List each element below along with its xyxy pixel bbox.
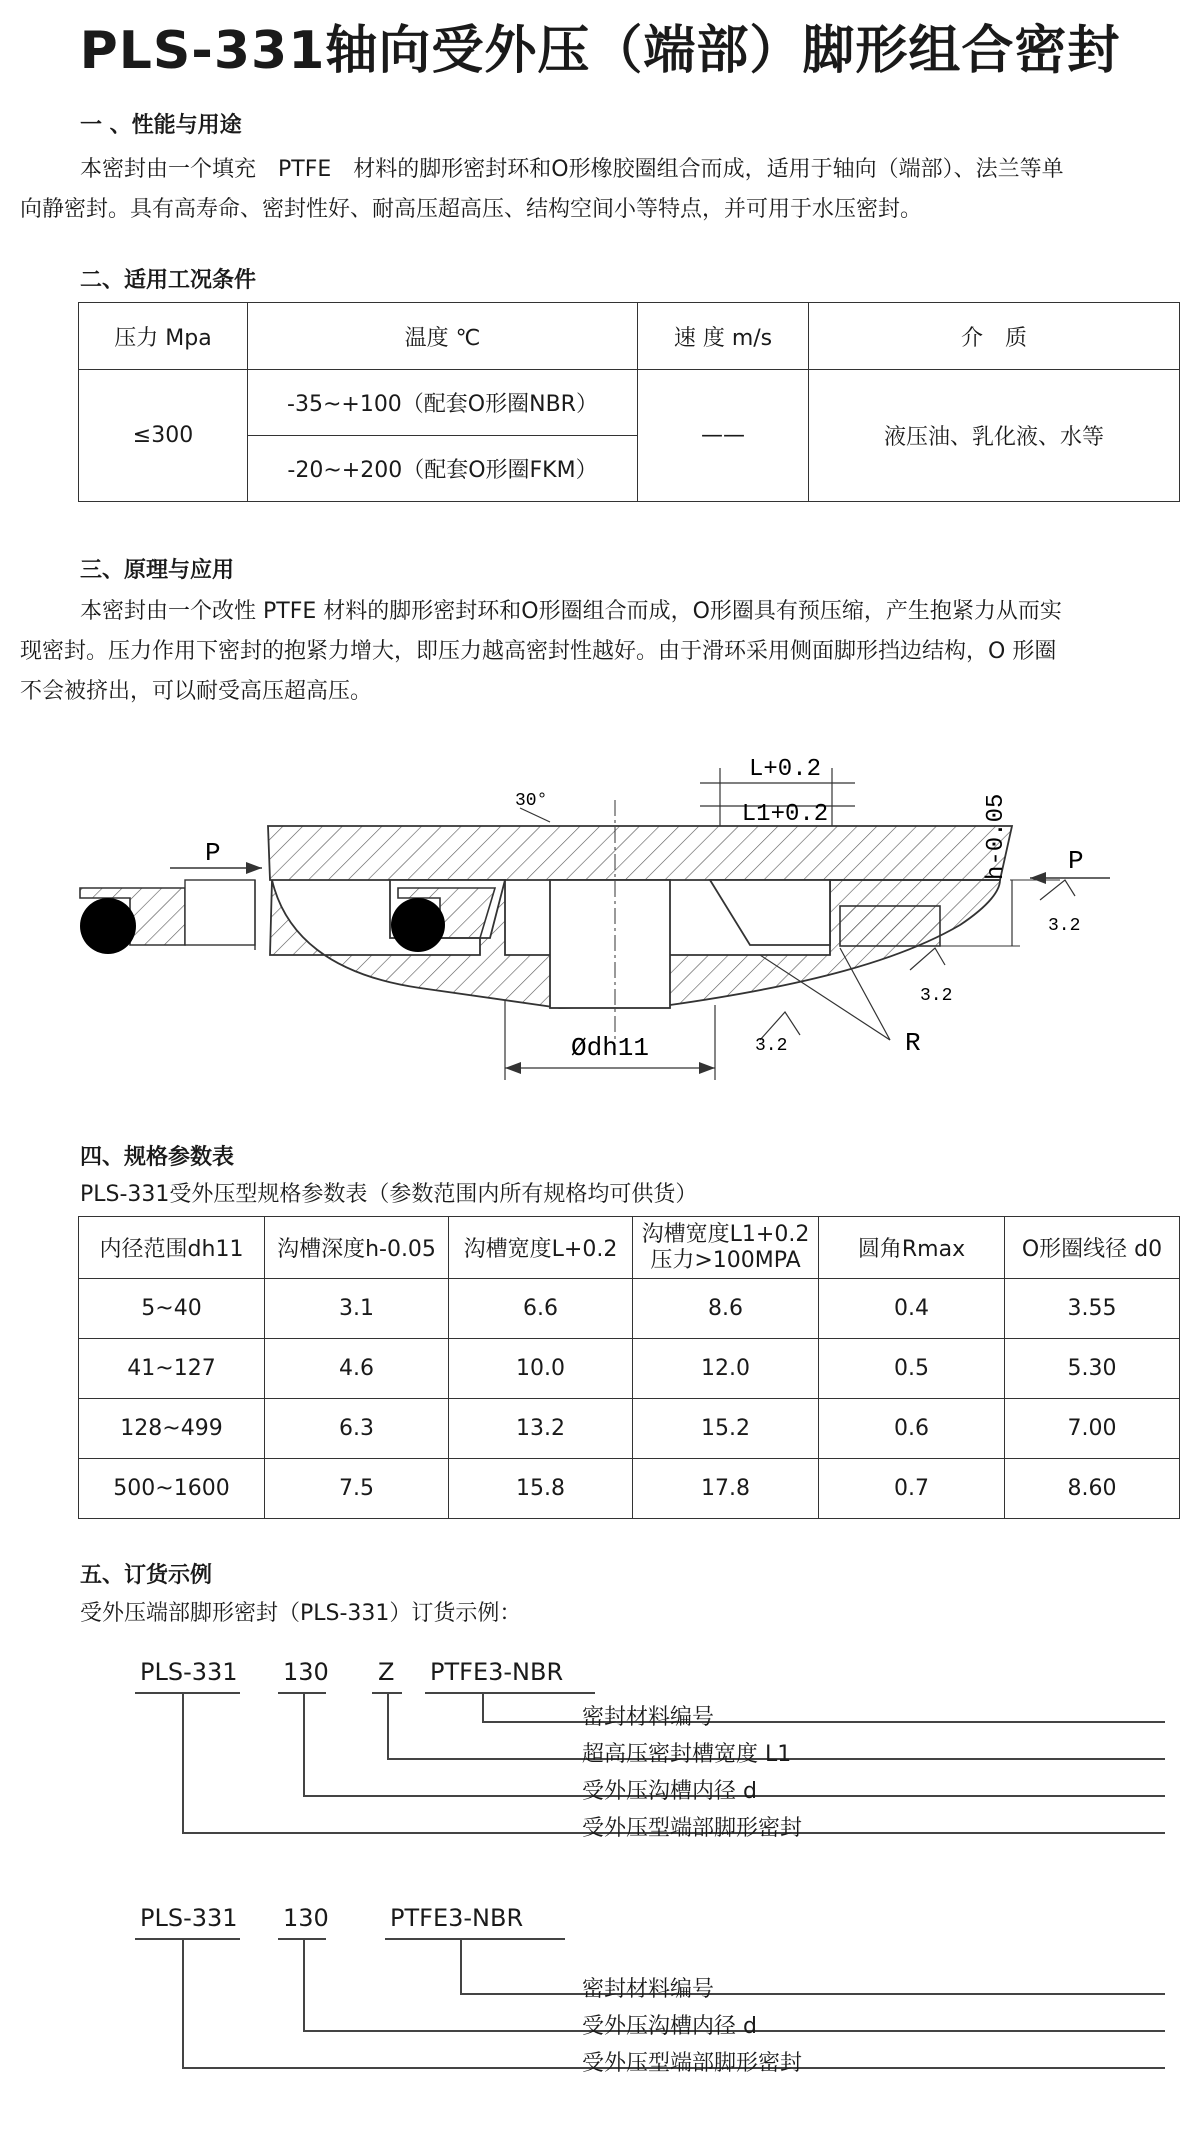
order-code-material: PTFE3-NBR <box>430 1658 564 1686</box>
order-code-material: PTFE3-NBR <box>390 1904 524 1932</box>
spec-header-2: 沟槽深度h-0.05 <box>265 1217 449 1279</box>
seal-cross-section-drawing <box>0 740 1200 1100</box>
spec-header-3: 沟槽宽度L+0.2 <box>449 1217 633 1279</box>
header-pressure: 压力 Mpa <box>79 303 248 370</box>
section-3-line-2: 现密封。压力作用下密封的抱紧力增大，即压力越高密封性越好。由于滑环采用侧面脚形挡边结构，O 形圈 <box>20 639 1057 664</box>
header-temperature: 温度 ℃ <box>248 303 638 370</box>
order-label-diameter: 受外压沟槽内径 d <box>582 2014 757 2039</box>
spec-header-1: 内径范围dh11 <box>79 1217 265 1279</box>
section-3-line-3: 不会被挤出，可以耐受高压超高压。 <box>20 679 373 704</box>
section-4-heading: 四、规格参数表 <box>80 1145 235 1170</box>
groove-right <box>710 880 830 945</box>
order-label-type: 受外压型端部脚形密封 <box>582 2051 803 2076</box>
spec-table-subtitle: PLS-331受外压型规格参数表（参数范围内所有规格均可供货） <box>80 1182 698 1207</box>
order-label-material: 密封材料编号 <box>582 1977 715 2002</box>
table-row: 500~1600 7.5 15.8 17.8 0.7 8.60 <box>79 1459 1180 1519</box>
temperature-fkm: -20~+200（配套O形圈FKM） <box>248 436 638 502</box>
table-row: 128~499 6.3 13.2 15.2 0.6 7.00 <box>79 1399 1180 1459</box>
section-3-line-1: 本密封由一个改性 PTFE 材料的脚形密封环和O形圈组合而成，O形圈具有预压缩，产生抱紧力从而实 <box>80 599 1062 624</box>
order-code-diameter: 130 <box>283 1904 329 1932</box>
section-2-heading: 二、适用工况条件 <box>80 268 257 293</box>
spec-header-6: O形圈线径 d0 <box>1005 1217 1180 1279</box>
order-code-series: PLS-331 <box>140 1658 238 1686</box>
table-row: 5~40 3.1 6.6 8.6 0.4 3.55 <box>79 1279 1180 1339</box>
section-1-heading: 一 、性能与用途 <box>80 113 242 138</box>
pressure-arrow-left-label: P <box>205 838 221 868</box>
seal-ring-right <box>840 906 940 946</box>
roughness-2: 3.2 <box>920 986 953 1006</box>
section-5-heading: 五、订货示例 <box>80 1563 213 1588</box>
spec-header-4: 沟槽宽度L1+0.2 压力>100MPA <box>633 1217 819 1279</box>
dim-h: h-0.05 <box>983 793 1010 880</box>
medium-value: 液压油、乳化液、水等 <box>809 370 1180 502</box>
page-title: PLS-331轴向受外压（端部）脚形组合密封 <box>79 21 1121 81</box>
radius-label: R <box>905 1028 921 1058</box>
section-1-line-1: 本密封由一个填充 PTFE 材料的脚形密封环和O形橡胶圈组合而成，适用于轴向（端部）、法兰等单 <box>80 157 1064 182</box>
pressure-arrow-right-label: P <box>1068 846 1084 876</box>
left-housing-stub <box>185 880 255 945</box>
roughness-1: 3.2 <box>1048 916 1081 936</box>
order-code-z: Z <box>378 1658 395 1686</box>
order-example-subtitle: 受外压端部脚形密封（PLS-331）订货示例： <box>80 1601 522 1626</box>
o-ring-middle <box>391 898 445 952</box>
header-speed: 速 度 m/s <box>638 303 809 370</box>
spec-table <box>78 1216 1180 1519</box>
speed-value: —— <box>638 370 809 502</box>
order-code-diameter: 130 <box>283 1658 329 1686</box>
pressure-value: ≤300 <box>79 370 248 502</box>
temperature-nbr: -35~+100（配套O形圈NBR） <box>248 370 638 436</box>
section-3-heading: 三、原理与应用 <box>80 558 235 583</box>
conditions-table <box>78 302 1180 502</box>
dim-l1: L1+0.2 <box>741 801 829 828</box>
dim-l: L+0.2 <box>748 756 822 783</box>
chamfer-angle: 30° <box>515 791 548 811</box>
order-label-diameter: 受外压沟槽内径 d <box>582 1779 757 1804</box>
housing-upper <box>268 826 1012 880</box>
header-medium: 介 质 <box>809 303 1180 370</box>
order-label-type: 受外压型端部脚形密封 <box>582 1816 803 1841</box>
dim-diameter: Ødh11 <box>570 1033 650 1063</box>
section-1-line-2: 向静密封。具有高寿命、密封性好、耐高压超高压、结构空间小等特点，并可用于水压密封。 <box>20 197 923 222</box>
spec-header-5: 圆角Rmax <box>819 1217 1005 1279</box>
table-row: 41~127 4.6 10.0 12.0 0.5 5.30 <box>79 1339 1180 1399</box>
order-label-width: 超高压密封槽宽度 L1 <box>582 1742 792 1767</box>
roughness-3: 3.2 <box>755 1036 788 1056</box>
order-code-series: PLS-331 <box>140 1904 238 1932</box>
order-label-material: 密封材料编号 <box>582 1705 715 1730</box>
o-ring-left <box>80 898 136 954</box>
shaft-bore <box>550 880 670 1008</box>
